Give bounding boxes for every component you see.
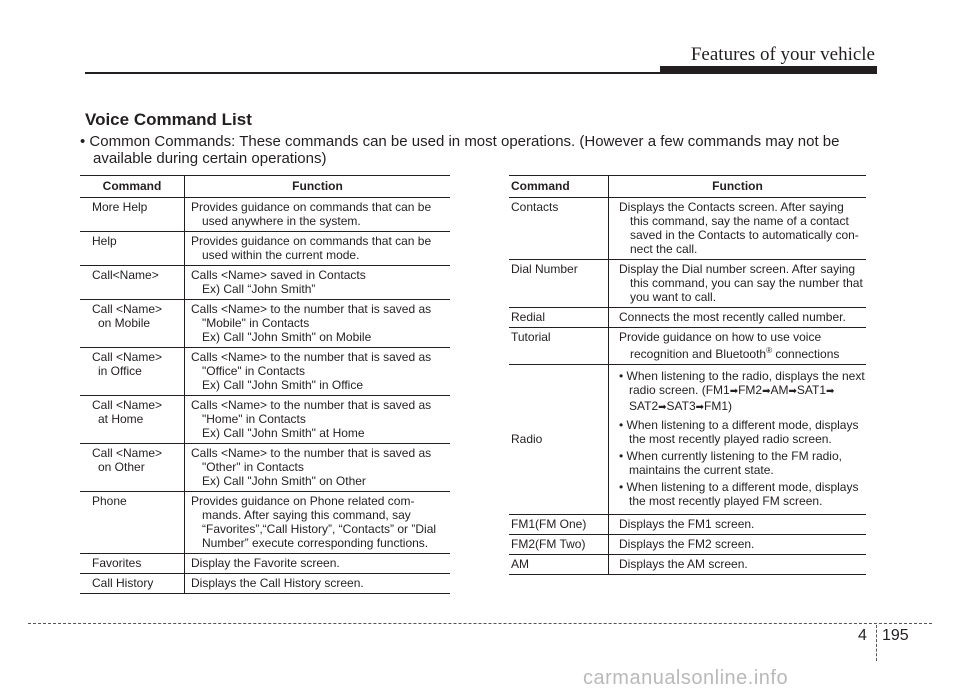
arrow-icon: ➡: [695, 402, 705, 413]
right-command-table: [509, 175, 866, 575]
fn-radio: [609, 365, 867, 515]
function-text: "Office" in Contacts: [202, 364, 306, 378]
command-text: on Other: [98, 460, 145, 474]
left-cmd-cell: [80, 300, 185, 348]
arrow-icon: ➡: [788, 386, 797, 397]
table-row: [80, 444, 450, 492]
function-text: Ex) Call "John Smith" on Mobile: [202, 330, 372, 344]
function-text: mands. After saying this command, say: [202, 508, 411, 522]
function-text: Ex) Call "John Smith" at Home: [202, 426, 365, 440]
fn-am: Displays the AM screen.: [609, 555, 867, 575]
radio-bullet-4: • When listening to a different mode, displays the most recently played FM screen.: [619, 480, 859, 508]
function-text: Calls <Name> to the number that is saved as: [191, 446, 432, 460]
function-text: Provides guidance on commands that can be: [191, 234, 432, 248]
cmd-contacts: Contacts: [509, 198, 609, 260]
table-row: [80, 300, 450, 348]
left-cmd-cell: [80, 266, 185, 300]
table-row: [509, 198, 866, 260]
left-cmd-cell: [80, 554, 185, 574]
table-row: [80, 266, 450, 300]
intro-line-1: • Common Commands: These commands can be used in most operations. (However a few commands may not be: [80, 133, 840, 150]
left-cmd-cell: [80, 492, 185, 554]
cmd-redial: Redial: [509, 308, 609, 328]
arrow-icon: ➡: [826, 386, 835, 397]
left-fn-cell: [185, 348, 451, 396]
page-number: 195: [882, 627, 909, 644]
table-row: [80, 232, 450, 266]
right-col-command: Command: [509, 176, 609, 198]
function-text: Provides guidance on commands that can be: [191, 200, 432, 214]
table-row: [509, 535, 866, 555]
radio-bullet-1: • When listening to the radio, displays the next radio screen. (FM1➡FM2➡AM➡SAT1➡ SAT2➡SAT3➡FM1): [619, 369, 865, 413]
cmd-dial-number: Dial Number: [509, 260, 609, 308]
left-cmd-cell: [80, 396, 185, 444]
fn-fm2: Displays the FM2 screen.: [609, 535, 867, 555]
left-col-command: Command: [80, 176, 185, 198]
table-row: [80, 396, 450, 444]
function-text: Ex) Call “John Smith”: [202, 282, 316, 296]
fn-contacts: Displays the Contacts screen. After saying this command, say the name of a contact saved in the Contacts to automatically con- nect the call.: [609, 198, 867, 260]
function-text: Calls <Name> to the number that is saved as: [191, 350, 432, 364]
table-row: [509, 365, 866, 515]
fn-fm1: Displays the FM1 screen.: [609, 515, 867, 535]
cmd-radio: Radio: [509, 365, 609, 515]
left-table-header: [80, 176, 450, 198]
radio-bullet-2: • When listening to a different mode, displays the most recently played radio screen.: [619, 418, 859, 446]
function-text: used within the current mode.: [202, 248, 360, 262]
left-fn-cell: [185, 300, 451, 348]
radio-bullet-3: • When currently listening to the FM radio, maintains the current state.: [619, 449, 842, 477]
cmd-fm1: FM1(FM One): [509, 515, 609, 535]
table-row: [80, 492, 450, 554]
table-row: [509, 260, 866, 308]
table-row: [80, 574, 450, 594]
table-row: [509, 328, 866, 365]
left-cmd-cell: [80, 444, 185, 492]
watermark-text: carmanualsonline.info: [583, 667, 789, 689]
left-command-table: [80, 175, 450, 594]
command-text: Call History: [92, 576, 154, 590]
left-fn-cell: [185, 198, 451, 232]
cmd-am: AM: [509, 555, 609, 575]
table-row: [509, 515, 866, 535]
table-row: [509, 308, 866, 328]
section-number: 4: [858, 627, 867, 644]
function-text: "Home" in Contacts: [202, 412, 306, 426]
footer-dashed-rule: [28, 623, 932, 624]
intro-paragraph: [80, 133, 880, 167]
command-text: in Office: [98, 364, 142, 378]
function-text: Provides guidance on Phone related com-: [191, 494, 415, 508]
command-text: Call <Name>: [92, 446, 163, 460]
section-title: Voice Command List: [85, 110, 252, 129]
header-rule-thin: [85, 72, 660, 74]
left-fn-cell: [185, 232, 451, 266]
table-row: [509, 555, 866, 575]
fn-redial: Connects the most recently called number.: [609, 308, 867, 328]
function-text: Calls <Name> to the number that is saved as: [191, 302, 432, 316]
table-row: [80, 348, 450, 396]
arrow-icon: ➡: [729, 386, 739, 397]
right-col-function: Function: [609, 176, 867, 198]
command-text: on Mobile: [98, 316, 151, 330]
page-number-divider: [876, 625, 877, 661]
function-text: Calls <Name> saved in Contacts: [191, 268, 366, 282]
arrow-icon: ➡: [762, 386, 771, 397]
fn-dial-number: Display the Dial number screen. After saying this command, you can say the number that you want to call.: [609, 260, 867, 308]
left-cmd-cell: [80, 232, 185, 266]
function-text: "Mobile" in Contacts: [202, 316, 310, 330]
function-text: “Favorites”,“Call History”, “Contacts” or ”Dial: [202, 522, 437, 536]
arrow-icon: ➡: [658, 402, 667, 413]
intro-line-2: available during certain operations): [93, 150, 327, 167]
function-text: Ex) Call "John Smith" on Other: [202, 474, 366, 488]
left-fn-cell: [185, 554, 451, 574]
command-text: Call <Name>: [92, 350, 163, 364]
command-text: Call <Name>: [92, 398, 163, 412]
left-cmd-cell: [80, 574, 185, 594]
function-text: used anywhere in the system.: [202, 214, 361, 228]
fn-tutorial: Provide guidance on how to use voice recognition and Bluetooth® connections: [609, 328, 867, 365]
command-text: Call <Name>: [92, 302, 163, 316]
function-text: "Other" in Contacts: [202, 460, 304, 474]
function-text: Calls <Name> to the number that is saved as: [191, 398, 432, 412]
command-text: Help: [92, 234, 117, 248]
command-text: Phone: [92, 494, 127, 508]
cmd-fm2: FM2(FM Two): [509, 535, 609, 555]
command-text: More Help: [92, 200, 148, 214]
table-row: [80, 198, 450, 232]
right-table-header: [509, 176, 866, 198]
cmd-tutorial: Tutorial: [509, 328, 609, 365]
command-text: Call<Name>: [92, 268, 159, 282]
function-text: Number” execute corresponding functions.: [202, 536, 429, 550]
command-text: at Home: [98, 412, 144, 426]
function-text: Display the Favorite screen.: [191, 556, 340, 570]
left-col-function: Function: [185, 176, 451, 198]
left-fn-cell: [185, 266, 451, 300]
header-rule-thick: [660, 66, 877, 74]
left-fn-cell: [185, 396, 451, 444]
left-table-body: [80, 198, 450, 594]
command-text: Favorites: [92, 556, 142, 570]
registered-mark: ®: [766, 346, 773, 355]
left-fn-cell: [185, 444, 451, 492]
page-header-title: Features of your vehicle: [690, 44, 875, 65]
table-row: [80, 554, 450, 574]
left-cmd-cell: [80, 348, 185, 396]
left-cmd-cell: [80, 198, 185, 232]
left-fn-cell: [185, 492, 451, 554]
function-text: Ex) Call "John Smith" in Office: [202, 378, 364, 392]
function-text: Displays the Call History screen.: [191, 576, 364, 590]
left-fn-cell: [185, 574, 451, 594]
